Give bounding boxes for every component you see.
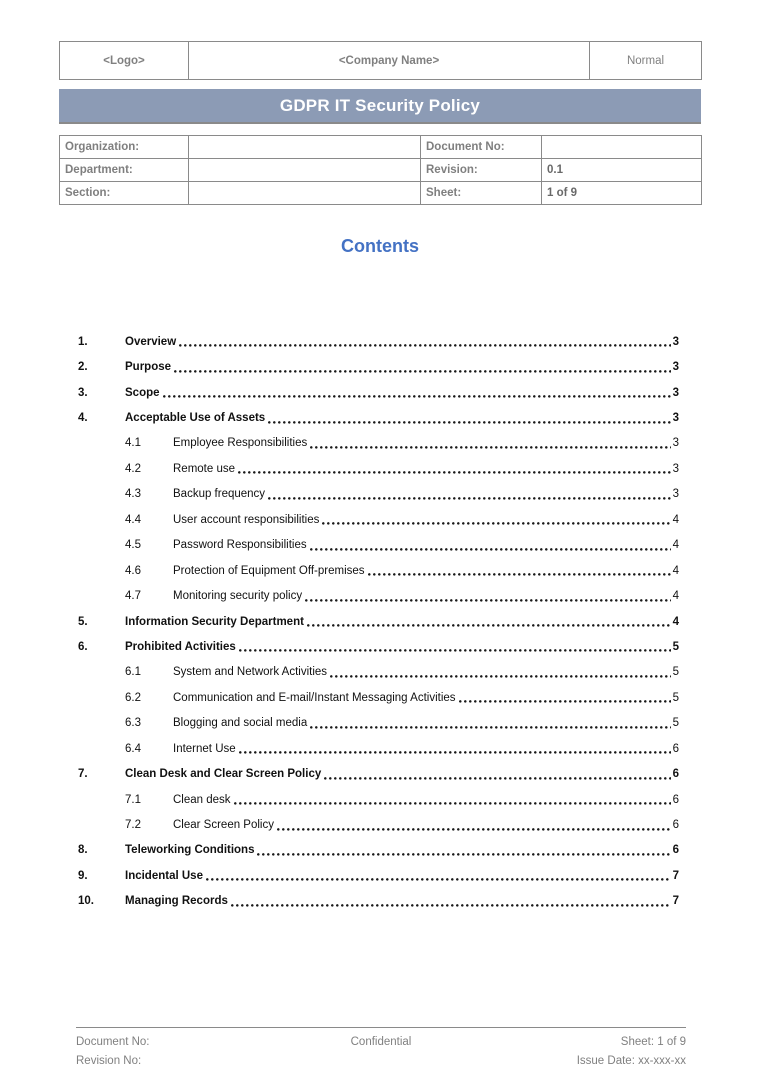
dot-leader [324,777,670,780]
toc-entry[interactable] [78,863,679,888]
toc-entry[interactable] [78,329,679,354]
dot-leader [239,751,671,754]
toc-entry[interactable] [78,456,679,481]
contents-heading: Contents [341,236,419,256]
toc-entry[interactable] [78,634,679,659]
toc-entry[interactable] [78,685,679,710]
toc-entry-label: Incidental Use [125,869,203,882]
toc-entry-number: 6.4 [125,742,141,755]
dot-leader [174,370,671,373]
meta-label: Revision: [421,159,542,182]
document-title-banner [59,89,701,124]
dot-leader [368,573,671,576]
company-name-placeholder: <Company Name> [189,42,590,80]
dot-leader [257,853,670,856]
toc-page-number: 3 [672,488,679,501]
toc-entry[interactable] [78,660,679,685]
table-of-contents [78,329,679,914]
meta-value [189,182,421,205]
dot-leader [277,828,671,831]
toc-entry[interactable] [78,609,679,634]
toc-page-number: 5 [672,691,679,704]
document-title: GDPR IT Security Policy [279,95,481,115]
toc-page-number: 4 [672,615,679,628]
logo-placeholder: <Logo> [60,42,189,80]
toc-entry-number: 7.1 [125,793,141,806]
meta-label: Sheet: [421,182,542,205]
toc-entry-label: Remote use [173,462,236,475]
toc-entry[interactable] [78,354,679,379]
toc-entry-label: Teleworking Conditions [125,844,255,857]
toc-entry-label: Managing Records [125,895,228,908]
dot-leader [238,471,671,474]
footer-issue-date: Issue Date: xx-xxx-xx [576,1055,686,1067]
toc-entry-label: User account responsibilities [173,513,320,526]
meta-row [60,182,702,205]
dot-leader [231,904,671,907]
toc-entry-number: 4.1 [125,437,141,450]
dot-leader [307,624,671,627]
toc-entry-number: 6.1 [125,666,141,679]
toc-entry-label: Clear Screen Policy [173,819,274,832]
meta-value [189,136,421,159]
dot-leader [268,421,670,424]
toc-entry-label: Internet Use [173,742,236,755]
toc-entry-number: 6.3 [125,717,141,730]
dot-leader [268,497,671,500]
toc-page-number: 6 [672,844,679,857]
toc-entry-label: Monitoring security policy [173,590,303,603]
toc-entry[interactable] [78,583,679,608]
toc-page-number: 4 [672,539,679,552]
toc-entry-number: 9. [78,869,88,882]
toc-page-number: 3 [672,412,679,425]
toc-page-number: 6 [672,793,679,806]
toc-entry[interactable] [78,431,679,456]
toc-entry-number: 4.7 [125,590,141,603]
document-meta-table [59,135,702,205]
footer-document-no: Document No: [76,1036,150,1048]
toc-entry[interactable] [78,380,679,405]
meta-label: Department: [60,159,189,182]
meta-value [189,159,421,182]
toc-entry-number: 4.2 [125,462,141,475]
toc-entry[interactable] [78,558,679,583]
toc-entry[interactable] [78,533,679,558]
toc-entry-label: Purpose [125,361,172,374]
toc-entry-label: Overview [125,335,177,348]
toc-entry-label: Backup frequency [173,488,266,501]
meta-label: Organization: [60,136,189,159]
toc-entry-number: 8. [78,844,88,857]
toc-page-number: 4 [672,564,679,577]
toc-entry-label: Protection of Equipment Off-premises [173,564,365,577]
dot-leader [322,522,670,525]
toc-entry[interactable] [78,787,679,812]
toc-entry-number: 4.6 [125,564,141,577]
toc-entry-number: 6.2 [125,691,141,704]
toc-page-number: 6 [672,819,679,832]
footer-confidential-label: Confidential [350,1036,412,1048]
toc-page-number: 3 [672,437,679,450]
toc-entry[interactable] [78,736,679,761]
toc-entry-label: Scope [125,386,160,399]
dot-leader [163,395,671,398]
document-header-table [59,41,702,80]
meta-label: Section: [60,182,189,205]
meta-row [60,159,702,182]
toc-entry[interactable] [78,838,679,863]
toc-page-number: 5 [672,640,679,653]
toc-entry-label: Password Responsibilities [173,539,307,552]
meta-value: 1 of 9 [542,182,702,205]
toc-page-number: 3 [672,462,679,475]
toc-entry-label: System and Network Activities [173,666,328,679]
meta-label: Document No: [421,136,542,159]
toc-page-number: 5 [672,717,679,730]
dot-leader [310,446,670,449]
toc-entry[interactable] [78,889,679,914]
dot-leader [206,878,671,881]
toc-entry-number: 1. [78,335,88,348]
toc-entry-label: Clean Desk and Clear Screen Policy [125,768,322,781]
toc-entry[interactable] [78,761,679,786]
toc-entry[interactable] [78,405,679,430]
meta-row [60,136,702,159]
dot-leader [459,700,671,703]
footer-revision-no: Revision No: [76,1055,142,1067]
toc-entry-number: 3. [78,386,88,399]
meta-value [542,136,702,159]
toc-entry-label: Employee Responsibilities [173,437,308,450]
toc-entry-label: Acceptable Use of Assets [125,412,266,425]
toc-page-number: 3 [672,361,679,374]
toc-entry[interactable] [78,812,679,837]
dot-leader [234,802,671,805]
toc-page-number: 7 [672,869,679,882]
dot-leader [305,599,670,602]
toc-entry-label: Information Security Department [125,615,304,628]
dot-leader [239,649,671,652]
toc-entry-label: Prohibited Activities [125,640,236,653]
toc-entry-label: Blogging and social media [173,717,308,730]
toc-entry-label: Communication and E-mail/Instant Messaging Activities [173,691,456,704]
page-footer [76,1027,686,1071]
toc-entry-number: 5. [78,615,88,628]
toc-entry[interactable] [78,482,679,507]
toc-entry-label: Clean desk [173,793,231,806]
toc-entry-number: 4.4 [125,513,141,526]
toc-page-number: 3 [672,386,679,399]
toc-entry[interactable] [78,507,679,532]
toc-entry[interactable] [78,711,679,736]
toc-page-number: 3 [672,335,679,348]
toc-entry-number: 4. [78,412,88,425]
toc-entry-number: 4.5 [125,539,141,552]
meta-value: 0.1 [542,159,702,182]
toc-entry-number: 2. [78,361,88,374]
toc-page-number: 5 [672,666,679,679]
classification-label: Normal [590,42,702,80]
toc-entry-number: 4.3 [125,488,141,501]
toc-page-number: 4 [672,513,679,526]
toc-entry-number: 7. [78,768,88,781]
toc-page-number: 7 [672,895,679,908]
dot-leader [330,675,671,678]
dot-leader [179,344,670,347]
toc-page-number: 4 [672,590,679,603]
toc-entry-number: 6. [78,640,88,653]
toc-entry-number: 10. [78,895,94,908]
toc-page-number: 6 [672,742,679,755]
dot-leader [310,548,671,551]
toc-entry-number: 7.2 [125,819,141,832]
toc-page-number: 6 [672,768,679,781]
footer-sheet: Sheet: 1 of 9 [620,1036,686,1048]
dot-leader [310,726,670,729]
